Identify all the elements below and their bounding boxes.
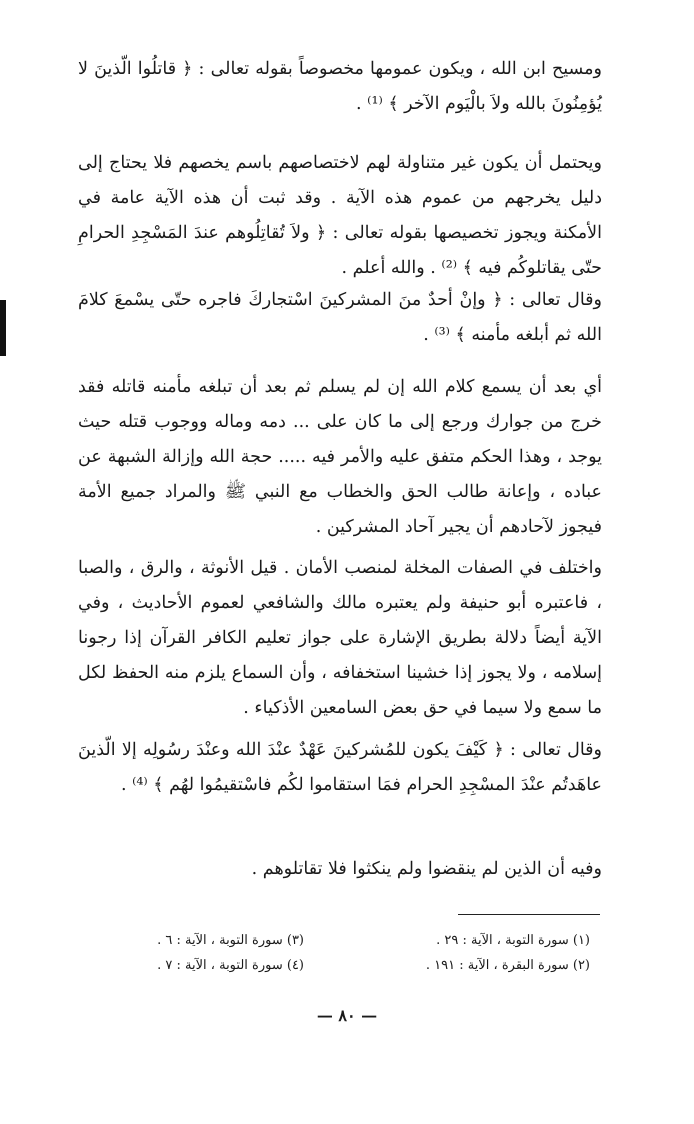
page-number: — ٨٠ —: [316, 1006, 378, 1025]
footnote-1: (١) سورة التوبة ، الآية : ٢٩ .: [436, 933, 590, 948]
scan-edge-mark: [0, 300, 6, 356]
footnote-separator: [458, 914, 600, 915]
paragraph-6: وقال تعالى : ﴿ كَيْفَ يكون للمُشركينَ عَهْدٌ عنْدَ الله وعنْدَ رسُولِه إلا الّذينَ عاهَدتُم عنْدَ المسْجِدِ الحرام فمَا استقاموا لكُم فاسْتقيمُوا لهُم ﴾ ⁽⁴⁾ .: [78, 740, 602, 795]
paragraph-4: أي بعد أن يسمع كلام الله إن لم يسلم ثم بعد أن تبلغه مأمنه قاتله فقد خرج من جوارك ورجع إلى ما كان على ... دمه وماله ووجوب قتله حيث يوجد ، وهذا الحكم متفق عليه والأمر فيه ..... حجة الله وإزالة الشبهة عن عباده ، وإعانة طالب الحق والخطاب مع النبي ﷺ والمراد جميع الأمة فيجوز لآحادهم أن يجير آحاد المشركين .: [78, 377, 602, 537]
footnote-2: (٢) سورة البقرة ، الآية : ١٩١ .: [425, 958, 590, 973]
footnote-4: (٤) سورة التوبة ، الآية : ٧ .: [157, 958, 304, 973]
paragraph-2: ويحتمل أن يكون غير متناولة لهم لاختصاصهم باسم يخصهم فلا يحتاج إلى دليل يخرجهم من عموم هذه الآية . وقد ثبت أن هذه الآية عامة في الأمكنة ويجوز تخصيصها بقوله تعالى : ﴿ ولاَ تُقاتِلُوهم عندَ المَسْجِدِ الحرامِ حتّى يقاتلوكُم فيه ﴾ ⁽²⁾ . والله أعلم .: [78, 153, 602, 278]
paragraph-5: واختلف في الصفات المخلة لمنصب الأمان . قيل الأنوثة ، والرق ، والصبا ، فاعتبره أبو حنيفة ولم يعتبره مالك والشافعي لعموم الأحاديث ، وفي الآية أيضاً دلالة بطريق الإشارة على جواز تعليم الكافر القرآن إذا رجونا إسلامه ، ولا يجوز إذا خشينا استخفافه ، وأن السماع يلزم منه الحفظ لكل ما سمع ولا سيما في حق بعض السامعين الأذكياء .: [78, 558, 602, 718]
paragraph-1: ومسيح ابن الله ، ويكون عمومها مخصوصاً بقوله تعالى : ﴿ قاتلُوا الّذينَ لا يُؤمِنُونَ بالله ولاَ بالْيَوم الآخر ﴾ ⁽¹⁾ .: [78, 59, 602, 114]
footnote-3: (٣) سورة التوبة ، الآية : ٦ .: [157, 933, 304, 948]
paragraph-7: وفيه أن الذين لم ينقضوا ولم ينكثوا فلا تقاتلوهم .: [251, 859, 602, 879]
paragraph-3: وقال تعالى : ﴿ وإنْ أحدٌ منَ المشركينَ اسْتجاركَ فاجره حتّى يسْمعَ كلامَ الله ثم أبلغه مأمنه ﴾ ⁽³⁾ .: [78, 290, 602, 345]
